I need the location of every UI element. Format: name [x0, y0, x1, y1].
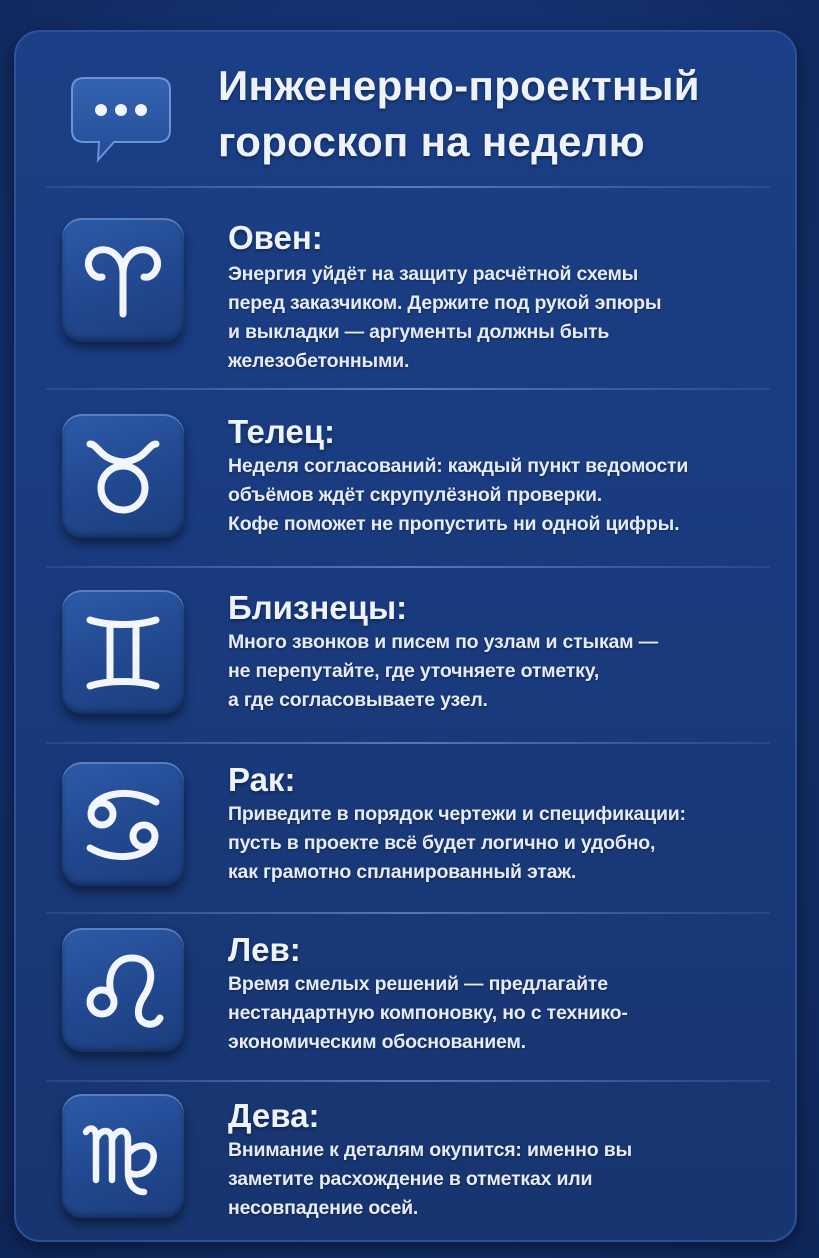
sign-name-aries: Овен:	[228, 219, 323, 256]
page-title	[218, 58, 700, 170]
text-line: как грамотно спланированный этаж.	[228, 861, 577, 883]
leo-icon-box	[62, 928, 184, 1052]
sign-name-gemini: Близнецы:	[228, 589, 408, 626]
text-line: Много звонков и писем по узлам и стыкам —	[228, 631, 658, 653]
sign-leo	[14, 914, 797, 1080]
sign-aries	[14, 188, 797, 386]
chat-bubble-icon	[68, 74, 174, 166]
text-line: экономическим обоснованием.	[228, 1031, 526, 1053]
text-line: Время смелых решений — предлагайте	[228, 973, 608, 995]
sign-cancer	[14, 744, 797, 912]
virgo-icon-box	[62, 1094, 184, 1218]
text-line: Кофе поможет не пропустить ни одной цифры.	[228, 513, 680, 535]
taurus-icon	[78, 430, 168, 522]
virgo-icon	[78, 1110, 168, 1202]
sign-text-virgo	[228, 1136, 788, 1223]
text-line: заметите расхождение в отметках или	[228, 1168, 593, 1190]
text-line: Неделя согласований: каждый пункт ведомости	[228, 455, 689, 477]
text-line: несовпадение осей.	[228, 1197, 419, 1219]
text-line: не перепутайте, где уточняете отметку,	[228, 660, 600, 682]
leo-icon	[78, 944, 168, 1036]
sign-text-leo	[228, 970, 788, 1057]
cancer-icon-box	[62, 762, 184, 886]
gemini-icon	[78, 606, 168, 698]
aries-icon-box	[62, 218, 184, 342]
text-line: Внимание к деталям окупится: именно вы	[228, 1139, 632, 1161]
taurus-icon-box	[62, 414, 184, 538]
text-line: перед заказчиком. Держите под рукой эпюры	[228, 292, 662, 314]
sign-name-cancer: Рак:	[228, 761, 296, 798]
sign-text-taurus	[228, 452, 788, 539]
text-line: железобетонными.	[228, 350, 410, 372]
title-line-2: гороскоп на неделю	[218, 118, 645, 165]
text-line: Приведите в порядок чертежи и спецификации:	[228, 803, 686, 825]
sign-virgo	[14, 1082, 797, 1240]
text-line: Энергия уйдёт на защиту расчётной схемы	[228, 263, 639, 285]
sign-text-aries	[228, 260, 788, 376]
title-line-1: Инженерно-проектный	[218, 62, 700, 109]
text-line: нестандартную компоновку, но с технико-	[228, 1002, 628, 1024]
text-line: а где согласовываете узел.	[228, 689, 488, 711]
horoscope-card	[14, 30, 797, 1242]
text-line: пусть в проекте всё будет логично и удобно,	[228, 832, 656, 854]
sign-text-gemini	[228, 628, 788, 715]
aries-icon	[78, 234, 168, 326]
text-line: и выкладки — аргументы должны быть	[228, 321, 610, 343]
header	[14, 30, 797, 186]
cancer-icon	[78, 778, 168, 870]
sign-text-cancer	[228, 800, 788, 887]
text-line: объёмов ждёт скрупулёзной проверки.	[228, 484, 603, 506]
sign-gemini	[14, 568, 797, 742]
sign-name-taurus: Телец:	[228, 413, 336, 450]
sign-name-leo: Лев:	[228, 931, 301, 968]
sign-name-virgo: Дева:	[228, 1097, 320, 1134]
sign-taurus	[14, 390, 797, 566]
gemini-icon-box	[62, 590, 184, 714]
